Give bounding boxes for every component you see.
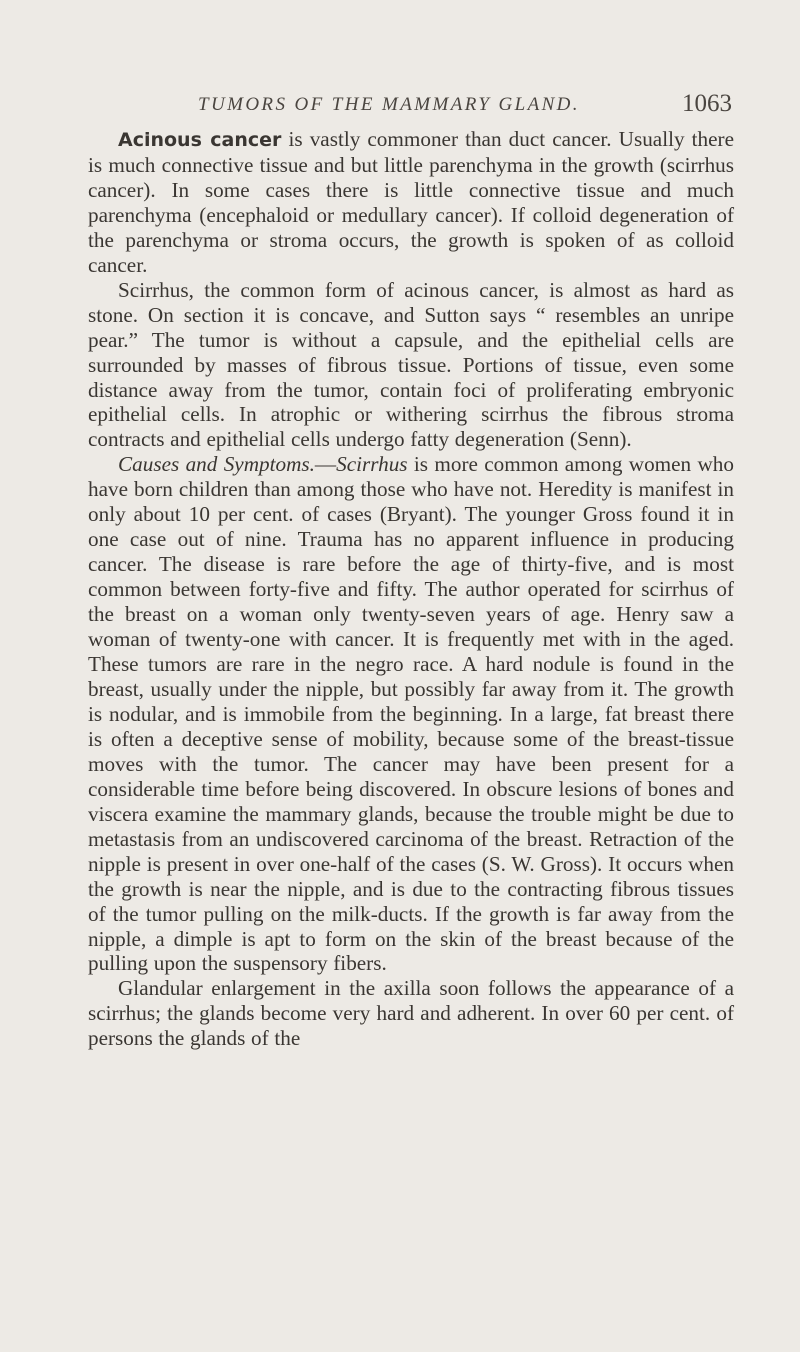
running-head: [88, 90, 732, 126]
section-subject: Scirrhus: [336, 452, 408, 477]
body-text: [88, 127, 734, 1051]
paragraph-text: is vastly commoner than duct cancer. Usually there is much connective tissue and but little parenchyma in the growth (scirrhus cancer). In some cases there is little connective tissue and much parenchyma (encephaloid or medullary cancer). If colloid degeneration of the parenchyma or stroma occurs, the growth is spoken of as colloid cancer.: [88, 127, 734, 277]
paragraph-scirrhus: [88, 278, 734, 453]
paragraph-glandular-enlargement: [88, 976, 734, 1051]
running-head-title: TUMORS OF THE MAMMARY GLAND.: [198, 94, 580, 115]
paragraph-acinous-cancer: [88, 127, 734, 278]
em-dash: —: [314, 452, 337, 477]
section-heading: Causes and Symptoms.: [118, 452, 315, 477]
paragraph-text: Scirrhus, the common form of acinous cancer, is almost as hard as stone. On section it is concave, and Sutton says “ resembles an unripe pear.” The tumor is without a capsule, and the epithelial cells are surrounded by masses of fibrous tissue. Portions of tissue, even some distance away from the tumor, contain foci of proliferating embryonic epithelial cells. In atrophic or withering scirrhus the fibrous stroma contracts and epithelial cells undergo fatty degeneration (Senn).: [88, 277, 734, 452]
paragraph-text: Glandular enlargement in the axilla soon follows the appearance of a scirrhus; the glands become very hard and adherent. In over 60 per cent. of persons the glands of the: [88, 976, 734, 1051]
paragraph-text: is more common among women who have born children than among those who have not. Heredity is manifest in only about 10 per cent. of cases (Bryant). The younger Gross found it in one case out of nine. Trauma has no apparent influence in producing cancer. The disease is rare before the age of thirty-five, and is most common between forty-five and fifty. The author operated for scirrhus of the breast on a woman only twenty-seven years of age. Henry saw a woman of twenty-one with cancer. It is frequently met with in the aged. These tumors are rare in the negro race. A hard nodule is found in the breast, usually under the nipple, but possibly far away from it. The growth is nodular, and is immobile from the beginning. In a large, fat breast there is often a deceptive sense of mobility, because some of the breast-tissue moves with the tumor. The cancer may have been present for a considerable time before being discovered. In obscure lesions of bones and viscera examine the mammary glands, because the trouble might be due to metastasis from an undiscovered carcinoma of the breast. Retraction of the nipple is present in over one-half of the cases (S. W. Gross). It occurs when the growth is near the nipple, and is due to the contracting fibrous tissues of the tumor pulling on the milk-ducts. If the growth is far away from the nipple, a dimple is apt to form on the skin of the breast because of the pulling upon the suspensory fibers.: [88, 452, 734, 976]
lead-term: Acinous cancer: [118, 129, 282, 151]
page-number: 1063: [682, 90, 732, 117]
paragraph-causes-symptoms: [88, 452, 734, 976]
